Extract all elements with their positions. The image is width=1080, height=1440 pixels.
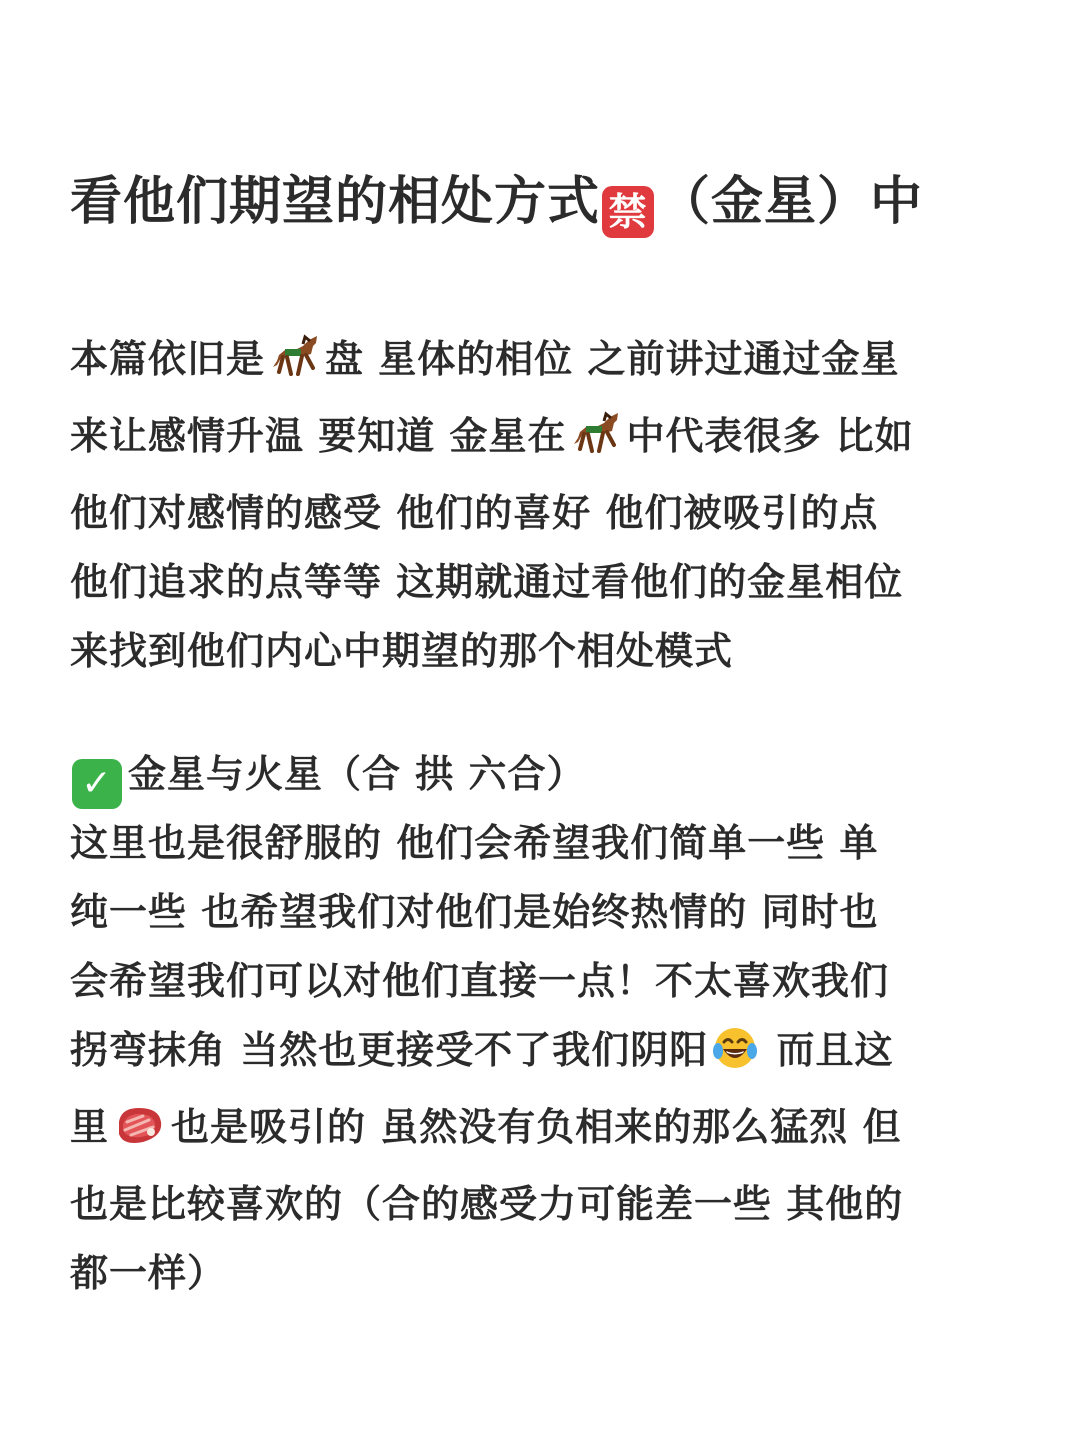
horse-icon	[269, 333, 321, 402]
section-line-4	[70, 1016, 1010, 1093]
section-heading	[70, 740, 1010, 809]
section-line-3: 会希望我们可以对他们直接一点！不太喜欢我们	[70, 959, 890, 1003]
section-line-5-a: 里	[70, 1105, 110, 1149]
intro-line-2-b: 中代表很多 比如	[626, 414, 914, 458]
intro-line-2-a: 来让感情升温 要知道 金星在	[70, 414, 567, 458]
intro-line-1-a: 本篇依旧是	[70, 337, 266, 381]
section-line-4-b: 而且这	[762, 1028, 894, 1072]
intro-line-1-b: 盘 星体的相位 之前讲过通过金星	[325, 337, 900, 381]
section-line-5-b: 也是吸引的 虽然没有负相来的那么猛烈 但	[171, 1105, 902, 1149]
check-mark-icon: ✓	[72, 759, 122, 809]
page-title	[70, 168, 1030, 238]
intro-paragraph	[70, 325, 1010, 686]
intro-line-2	[70, 402, 1010, 479]
intro-line-3: 他们对感情的感受 他们的喜好 他们被吸引的点	[70, 491, 879, 535]
section-line-7: 都一样）	[70, 1251, 227, 1295]
section-line-4-a: 拐弯抹角 当然也更接受不了我们阴阳	[70, 1028, 709, 1072]
section-paragraph	[70, 809, 1010, 1308]
title-text-part2: （金星）中	[658, 172, 924, 232]
intro-line-1	[70, 325, 1010, 402]
horse-icon	[570, 410, 622, 479]
section-line-2: 纯一些 也希望我们对他们是始终热情的 同时也	[70, 890, 879, 934]
section-heading-text: 金星与火星（合 拱 六合）	[128, 752, 586, 796]
intro-line-5: 来找到他们内心中期望的那个相处模式	[70, 629, 734, 673]
steak-icon	[113, 1101, 167, 1170]
section-line-1: 这里也是很舒服的 他们会希望我们简单一些 单	[70, 821, 879, 865]
intro-line-4: 他们追求的点等等 这期就通过看他们的金星相位	[70, 560, 904, 604]
section-line-5	[70, 1093, 1010, 1170]
section-line-6: 也是比较喜欢的（合的感受力可能差一些 其他的	[70, 1182, 904, 1226]
laughing-tears-icon	[712, 1024, 758, 1093]
title-text-part1: 看他们期望的相处方式	[70, 172, 601, 232]
forbidden-icon: 禁	[602, 186, 654, 238]
